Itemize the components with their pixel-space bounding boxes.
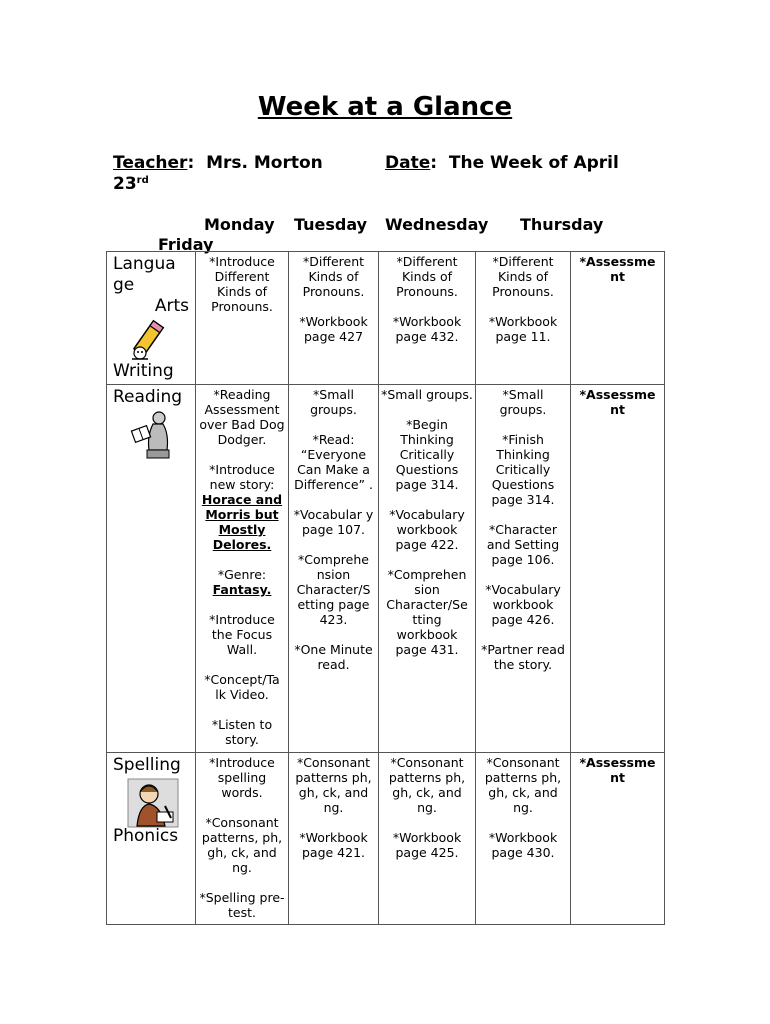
cell-text: *Listen to story. (211, 717, 273, 747)
cell-text: *Workbook page 421. (299, 830, 368, 860)
teacher-sep: : (187, 153, 195, 173)
cell-text: *Assessme nt (579, 755, 656, 785)
day-header-thursday: Thursday (520, 215, 604, 234)
cell-text: *Begin Thinking Critically Questions page 314. (395, 417, 459, 492)
cell-language-wednesday (379, 252, 476, 385)
cell-text: *Assessme nt (579, 387, 656, 417)
person-reading-icon (127, 410, 175, 462)
subject-label-line: Arts (154, 296, 189, 316)
cell-text: *Workbook page 430. (488, 830, 558, 860)
story-title: Horace and Morris but Mostly Delores. (201, 492, 283, 552)
teacher-line (113, 153, 323, 173)
cell-language-thursday (476, 252, 571, 385)
cell-text: *Introduce the Focus Wall. (209, 612, 275, 657)
cell-text: *Partner read the story. (481, 642, 565, 672)
subject-cell-spelling (107, 753, 196, 925)
table-row-spelling (107, 753, 665, 925)
cell-text: *Character and Setting page 106. (486, 522, 560, 567)
cell-language-tuesday (289, 252, 379, 385)
date-label: Date (385, 153, 431, 173)
teacher-name: Mrs. Morton (206, 153, 323, 173)
date-sep: : (430, 153, 438, 173)
cell-text: *Introduce new story: (209, 462, 275, 492)
cell-spelling-friday (571, 753, 665, 925)
cell-text: *Concept/Ta lk Video. (204, 672, 280, 702)
table-row-reading (107, 385, 665, 753)
cell-text: *Vocabulary workbook page 426. (485, 582, 561, 627)
cell-text: *Consonant patterns, ph, gh, ck, and ng. (201, 815, 283, 875)
cell-text: *Vocabulary workbook page 422. (389, 507, 465, 552)
cell-text: *One Minute read. (294, 642, 373, 672)
cell-text: *Spelling pre-test. (199, 890, 285, 920)
cell-text: *Finish Thinking Critically Questions page 314. (491, 432, 555, 507)
subject-label-line: Spelling (113, 755, 181, 775)
subject-cell-reading (107, 385, 196, 753)
genre-value: Fantasy. (212, 582, 272, 597)
cell-spelling-monday (196, 753, 289, 925)
date-suffix: rd (136, 175, 149, 186)
day-header-monday: Monday (204, 215, 275, 234)
cell-text: *Consonant patterns ph, gh, ck, and ng. (388, 755, 466, 815)
cell-text: *Workbook page 432. (392, 314, 462, 344)
cell-text-group (198, 462, 286, 552)
cell-text: *Small groups. (499, 387, 547, 417)
schedule-table (106, 251, 665, 925)
cell-reading-wednesday (379, 385, 476, 753)
date-day-line (113, 174, 149, 194)
pencil-writing-icon (128, 319, 174, 363)
cell-text: *Small groups. (381, 387, 473, 402)
cell-text: *Reading Assessment over Bad Dog Dodger. (199, 387, 285, 447)
cell-text: *Different Kinds of Pronouns. (302, 254, 365, 299)
cell-text: *Workbook page 11. (488, 314, 558, 344)
table-row-language-arts (107, 252, 665, 385)
date-value: The Week of April (448, 153, 619, 173)
cell-text: *Workbook page 427 (299, 314, 368, 344)
day-header-wednesday: Wednesday (385, 215, 489, 234)
date-day: 23 (113, 174, 137, 194)
child-writing-icon (127, 778, 179, 828)
cell-reading-thursday (476, 385, 571, 753)
subject-label-line: Langua (113, 254, 176, 274)
subject-label-line: Phonics (113, 826, 179, 846)
day-header-friday: Friday (158, 235, 214, 254)
cell-text: *Read: “Everyone Can Make a Difference” . (294, 432, 373, 492)
cell-text: *Consonant patterns ph, gh, ck, and ng. (484, 755, 562, 815)
day-header-tuesday: Tuesday (294, 215, 368, 234)
cell-text: *Small groups. (310, 387, 357, 417)
cell-text: *Consonant patterns ph, gh, ck, and ng. (295, 755, 372, 815)
cell-reading-monday (196, 385, 289, 753)
cell-text: *Introduce Different Kinds of Pronouns. (209, 254, 275, 314)
cell-spelling-wednesday (379, 753, 476, 925)
date-line (385, 153, 619, 173)
cell-text: *Workbook page 425. (392, 830, 462, 860)
cell-reading-friday (571, 385, 665, 753)
cell-text: *Introduce spelling words. (209, 755, 275, 800)
cell-text: *Vocabular y page 107. (293, 507, 374, 537)
subject-label-line: Reading (113, 387, 183, 407)
cell-spelling-thursday (476, 753, 571, 925)
cell-text: *Comprehen sion Character/Se tting workbook page 431. (386, 567, 468, 657)
cell-text: *Genre: (217, 567, 267, 582)
page-title: Week at a Glance (257, 92, 513, 122)
cell-reading-tuesday (289, 385, 379, 753)
cell-spelling-tuesday (289, 753, 379, 925)
cell-text: *Different Kinds of Pronouns. (396, 254, 458, 299)
cell-language-monday (196, 252, 289, 385)
cell-language-friday (571, 252, 665, 385)
cell-text: *Assessme nt (579, 254, 656, 284)
subject-label-line: ge (113, 275, 135, 295)
cell-text: *Different Kinds of Pronouns. (492, 254, 554, 299)
subject-cell-language-arts (107, 252, 196, 385)
subject-label-line: Writing (113, 361, 174, 381)
teacher-label: Teacher (113, 153, 188, 173)
cell-text-group (198, 567, 286, 597)
cell-text: *Comprehe nsion Character/S etting page 423. (296, 552, 371, 627)
